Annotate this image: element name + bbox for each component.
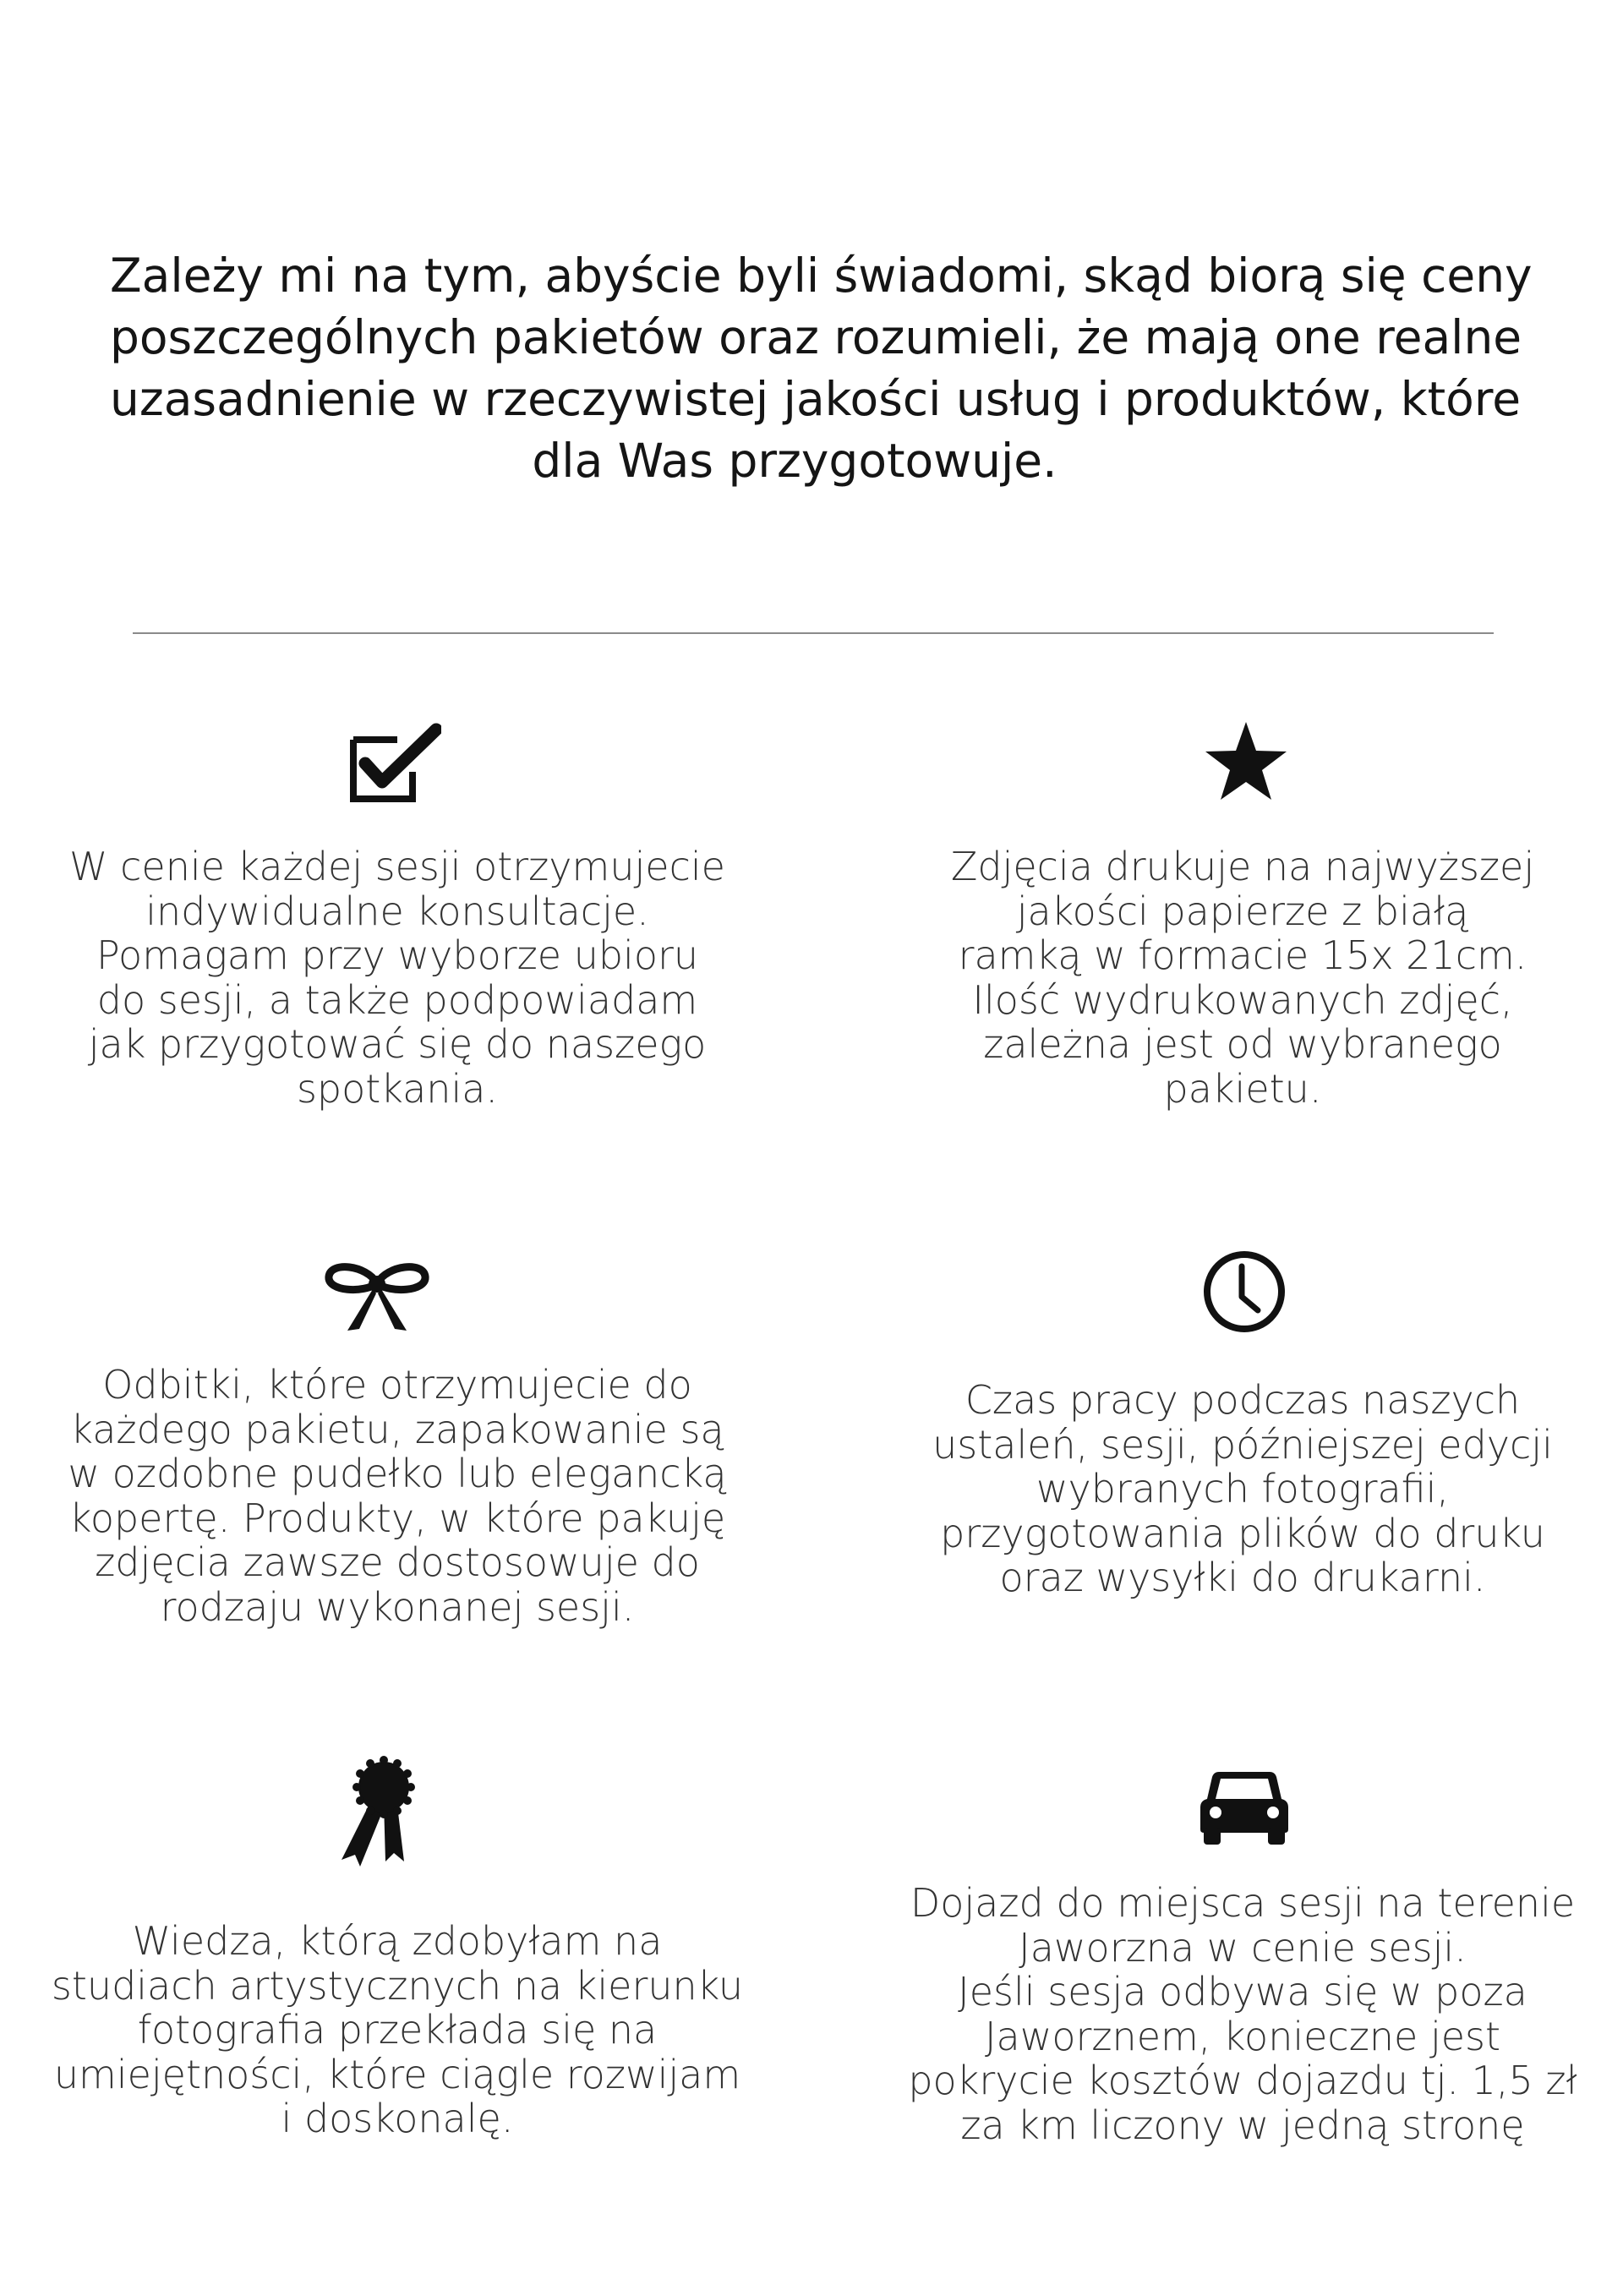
feature-line: W cenie każdej sesji otrzymujecie [69, 844, 725, 889]
award-ribbon-icon [336, 1752, 418, 1870]
feature-line: i doskonalę. [281, 2096, 514, 2141]
feature-line: pokrycie kosztów dojazdu tj. 1,5 zł [908, 2058, 1577, 2103]
feature-line: do sesji, a także podpowiadam [96, 976, 698, 1023]
feature-line: Dojazd do miejsca sesji na terenie [910, 1880, 1576, 1926]
feature-line: studiach artystycznych na kierunku [51, 1962, 744, 2009]
section-divider [133, 632, 1494, 634]
intro-line: poszczególnych pakietów oraz rozumieli, że mają one realne [110, 310, 1522, 364]
feature-line: fotografia przekłada się na [137, 2007, 658, 2053]
feature-line: Odbitki, które otrzymujecie do [102, 1362, 692, 1408]
star-icon [1204, 720, 1288, 801]
intro-paragraph [110, 245, 1533, 492]
feature-prints-text [879, 845, 1606, 1111]
feature-line: ramką w formacie 15x 21cm. [958, 932, 1527, 978]
feature-working-time-text [879, 1378, 1606, 1600]
feature-line: Czas pracy podczas naszych [965, 1377, 1521, 1423]
intro-line: Zależy mi na tym, abyście byli świadomi, skąd biorą się ceny [110, 249, 1533, 303]
feature-line: pakietu. [1163, 1065, 1322, 1112]
feature-line: wybranych fotografii, [1036, 1466, 1450, 1512]
feature-education-text [34, 1919, 761, 2141]
intro-line: dla Was przygotowuje. [532, 434, 1057, 488]
feature-line: jak przygotować się do naszego [88, 1021, 707, 1067]
car-icon [1199, 1767, 1290, 1846]
feature-line: spotkania. [296, 1065, 499, 1112]
feature-line: ustaleń, sesji, późniejszej edycji [932, 1421, 1553, 1468]
feature-line: Jaworzna w cenie sesji. [1019, 1924, 1467, 1971]
feature-line: indywidualne konsultacje. [145, 888, 649, 934]
feature-line: za km liczony w jedną stronę [960, 2102, 1525, 2148]
feature-line: w ozdobne pudełko lub elegancką [68, 1451, 727, 1496]
bow-icon [324, 1261, 430, 1334]
feature-consultation-text [34, 845, 761, 1111]
intro-line: uzasadnienie w rzeczywistej jakości usług i produktów, które [110, 372, 1522, 426]
feature-line: Wiedza, którą zdobyłam na [132, 1918, 663, 1964]
feature-line: każdego pakietu, zapakowanie są [70, 1406, 724, 1452]
feature-line: Ilość wydrukowanych zdjęć, [972, 976, 1513, 1023]
feature-line: rodzaju wykonanej sesji. [160, 1583, 635, 1630]
feature-line: Jaworznem, konieczne jest [984, 2013, 1501, 2059]
feature-packaging-text [34, 1363, 761, 1629]
feature-line: zdjęcia zawsze dostosowuje do [95, 1539, 700, 1585]
clock-icon [1202, 1249, 1287, 1334]
feature-line: Zdjęcia drukuje na najwyższej [950, 844, 1535, 889]
feature-line: oraz wysyłki do drukarni. [999, 1555, 1486, 1600]
feature-line: przygotowania plików do druku [940, 1510, 1545, 1556]
feature-line: Pomagam przy wyborze ubioru [96, 932, 699, 978]
feature-line: kopertę. Produkty, w które pakuję [68, 1495, 726, 1541]
feature-line: jakości papierze z białą [1016, 888, 1469, 934]
feature-travel-text [879, 1881, 1606, 2147]
feature-line: zależna jest od wybranego [983, 1021, 1502, 1067]
checkbox-icon [348, 723, 441, 804]
feature-line: umiejętności, które ciągle rozwijam [53, 2051, 741, 2097]
feature-line: Jeśli sesja odbywa się w poza [958, 1969, 1527, 2014]
